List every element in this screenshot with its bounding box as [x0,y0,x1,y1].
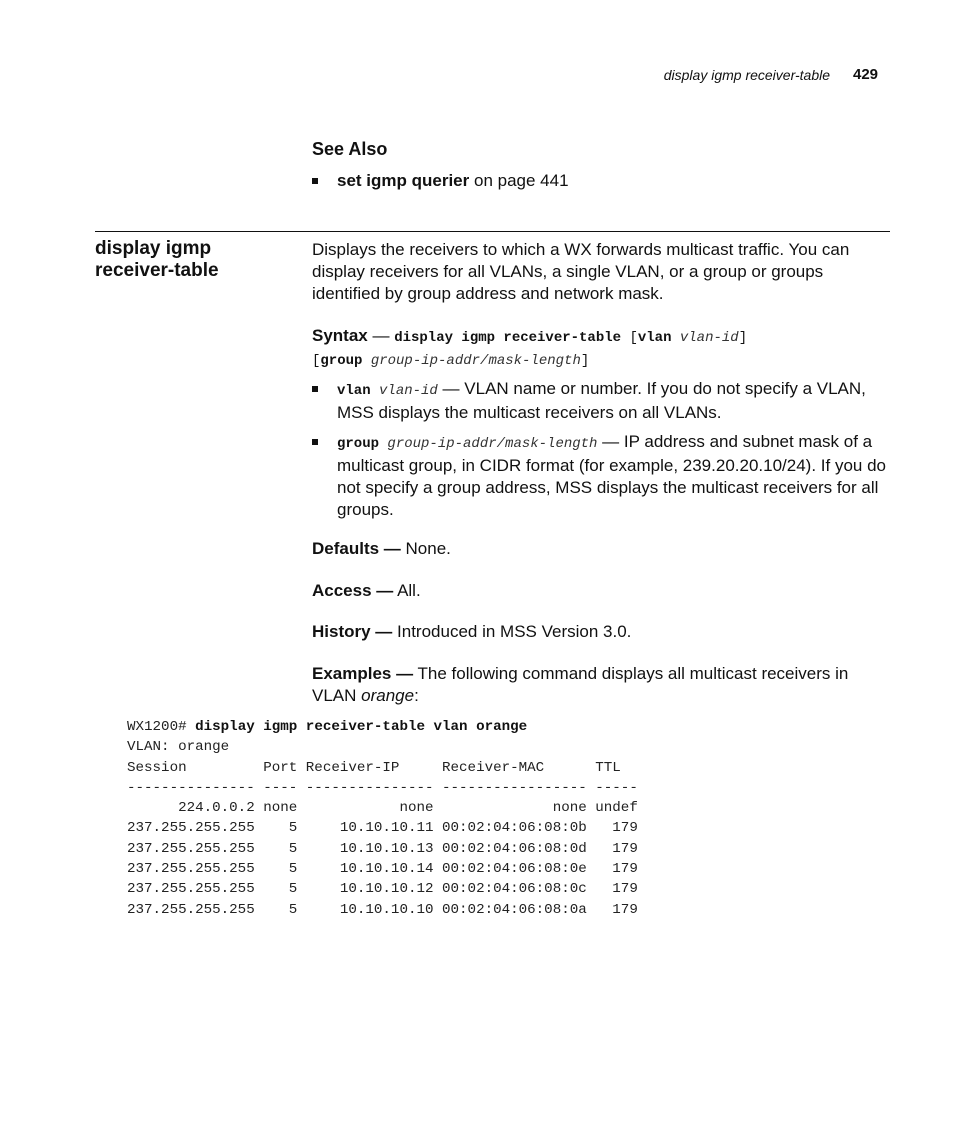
access-label: Access — [312,581,394,600]
code-table-row: 237.255.255.255 5 10.10.10.10 00:02:04:06:08:0a 179 [127,901,638,918]
param-description: — IP address and subnet mask of a multicast group, in CIDR format (for example, 239.20.20.10/24). If you do not specify a group address, MSS displays the multicast receivers for all groups. [337,432,886,519]
param-keyword: group [337,436,380,452]
history-line [312,621,892,643]
bullet-icon [312,386,318,392]
running-header-title: display igmp receiver-table [663,67,830,83]
section-divider [95,231,890,232]
syntax-open-bracket-2: [ [312,353,321,369]
code-table-row: 224.0.0.2 none none none undef [127,800,638,817]
syntax-close-bracket-2: ] [580,353,590,369]
syntax-line-2 [312,348,589,372]
code-table-header: Session Port Receiver-IP Receiver-MAC TTL [127,759,621,776]
code-prompt: WX1200# [127,719,196,735]
syntax-command: display igmp receiver-table [394,330,622,346]
code-command: display igmp receiver-table vlan orange [195,719,528,735]
syntax-label: Syntax [312,326,368,345]
history-label: History — [312,622,393,641]
history-value: Introduced in MSS Version 3.0. [392,622,632,641]
code-line: VLAN: orange [127,739,230,756]
param-item-vlan [312,378,892,424]
defaults-label: Defaults — [312,539,401,558]
access-line [312,580,892,602]
examples-label: Examples — [312,664,414,683]
syntax-dash: — [367,326,395,345]
code-table-row: 237.255.255.255 5 10.10.10.11 00:02:04:06:08:0b 179 [127,820,638,837]
section-title [95,238,295,282]
syntax-close-bracket-1: ] [738,330,748,346]
page-number: 429 [853,66,879,83]
bullet-icon [312,439,318,445]
syntax-keyword-vlan: vlan [637,330,672,346]
code-example [127,717,638,920]
param-arg: vlan-id [370,383,438,399]
code-table-row: 237.255.255.255 5 10.10.10.12 00:02:04:06:08:0c 179 [127,881,638,898]
code-table-row: 237.255.255.255 5 10.10.10.13 00:02:04:06:08:0d 179 [127,840,638,857]
bullet-icon [312,178,318,184]
defaults-value: None. [400,539,451,558]
code-table-separator: --------------- ---- --------------- ----------------- ----- [127,779,638,796]
section-title-line1: display igmp [95,238,212,259]
code-table-row: 237.255.255.255 5 10.10.10.14 00:02:04:06:08:0e 179 [127,861,638,878]
examples-text: The following command displays all multicast receivers in VLAN [312,664,849,705]
param-arg: group-ip-addr/mask-length [379,436,598,452]
see-also-item [312,170,892,192]
examples-text-end: : [414,686,419,705]
examples-vlan-name: orange [361,686,415,705]
examples-paragraph [312,663,892,707]
syntax-line-1 [312,325,747,349]
defaults-line [312,538,892,560]
syntax-keyword-group: group [320,353,363,369]
param-keyword: vlan [337,383,371,399]
see-also-page-ref: on page 441 [469,171,569,190]
syntax-arg-group: group-ip-addr/mask-length [362,353,581,369]
section-title-line2: receiver-table [95,260,219,281]
param-item-group [312,431,892,521]
syntax-open-bracket-1: [ [621,330,638,346]
syntax-arg-vlan-id: vlan-id [671,330,739,346]
param-description: — VLAN name or number. If you do not specify a VLAN, MSS displays the multicast receivers on all VLANs. [337,379,866,422]
see-also-heading: See Also [312,139,388,159]
access-value: All. [393,581,421,600]
see-also-link[interactable]: set igmp querier [337,171,470,190]
section-description: Displays the receivers to which a WX forwards multicast traffic. You can display receivers for all VLANs, a single VLAN, or a group or groups identified by group address and network mask. [312,240,850,303]
